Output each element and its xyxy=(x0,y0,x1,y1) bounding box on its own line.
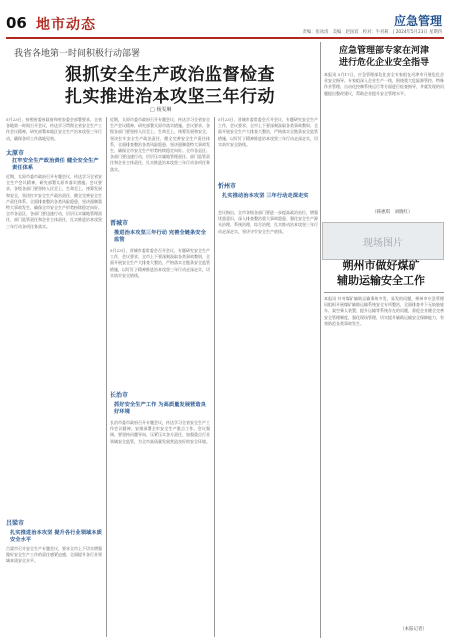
header-divider xyxy=(6,37,444,39)
lead-intro: 5月23日，按照省委省政府和省安委会部署要求，全省各地第一时间召开会议，传达学习贯彻全省安全生产工作会议精神，研究部署本地区安全生产治本攻坚三年行动，确保各项工作落地见效。 xyxy=(6,117,102,141)
lead-byline: □ 杨雯琳 xyxy=(150,107,172,113)
sidebar-second-text: 本报讯 针对煤矿辅助运输事故多发、易发的问题，朔州市应急管理局组织开展煤矿辅助运输系统安全专项整治，全面排查井下无轨胶轮车、架空乘人装置、提升运输等系统存在的问题，督促企业健全完善安全管理制度，强化现场管理，切实提升辅助运输安全保障能力，有效防范各类事故发生。 xyxy=(324,296,444,326)
section-text-jincheng: 5月23日，晋城市委常委会召开会议，专题研究安全生产工作，会议要求，全市上下要深刻汲取各类事故教训，全面开展安全生产大排查大整治，严格落实全链条安全监管措施，以钉钉子精神推进治本攻坚三年行动走深走实，切实筑牢安全防线。 xyxy=(110,248,210,278)
sidebar-second-title-line1: 朔州市做好煤矿 xyxy=(342,259,420,272)
sidebar-top-title-line2: 进行危化企业安全指导 xyxy=(338,58,429,68)
sidebar-top-title xyxy=(322,45,446,69)
sidebar-second-rule xyxy=(324,292,444,293)
section-place-xinzhou: 忻州市 xyxy=(218,183,237,190)
sidebar-photo xyxy=(322,222,444,260)
page-number: 06 xyxy=(6,14,27,32)
newspaper-brand: 应急管理 xyxy=(393,14,442,28)
sidebar-top-signature: （韩惠琪 刘晓红） xyxy=(372,210,413,215)
lead-headline-line2: 扎实推进治本攻坚三年行动 xyxy=(65,87,275,107)
section-title: 地市动态 xyxy=(36,17,96,33)
column-divider xyxy=(106,117,107,637)
sidebar-divider xyxy=(320,42,321,638)
section-text-changzhi: 长治市委市政府召开专题会议，传达学习全省安全生产工作会议精神，安排部署全市安全生产重点工作。会议强调，要坚持问题导向，压紧压实各方责任，加强重点行业领域安全监管，为全市高质量发展营造良好的安全环境。 xyxy=(110,420,210,444)
column-divider xyxy=(214,117,215,637)
section-place-jincheng: 晋城市 xyxy=(110,220,129,227)
section-subhead-lvliang: 扎实推进治本攻坚 提升各行业领域本质安全水平 xyxy=(10,530,102,543)
section-subhead-xinzhou: 扎实推动治本攻坚 三年行动走深走实 xyxy=(222,193,309,199)
lead-kicker: 我省各地第一时间积极行动部署 xyxy=(14,49,141,59)
section-text-taiyuan: 近期，太原市委市政府召开专题会议，传达学习全省安全生产会议精神，研究部署太原市落实措施。会议要求，各级各部门要坚持人民至上、生命至上，统筹发展和安全，坚决扛牢安全生产政治责任，健全完善安全生产责任体系，全面排查整治各类风险隐患，坚决遏制重特大事故发生，确保全市安全生产形势持续稳定向好。全市各县区、各部门要迅速行动，层层压实属地管理责任、部门监管责任和企业主体责任，扎实推进治本攻坚三年行动各项任务落实。 xyxy=(6,174,102,229)
sidebar-end-mark: （本报记者） xyxy=(400,627,427,632)
section-text-lvliang: 吕梁市召开安全生产专题会议，要求全市上下切实增强做好安全生产工作的责任感紧迫感，全面提升各行业领域本质安全水平。 xyxy=(6,546,102,564)
section-place-lvliang: 吕梁市 xyxy=(6,520,25,527)
section-text-col3-top: 5月23日，晋城市委常委会召开会议，专题研究安全生产工作，会议要求，全市上下要深刻汲取各类事故教训，全面开展安全生产大排查大整治，严格落实全链条安全监管措施，以钉钉子精神推进治本攻坚三年行动走深走实，切实筑牢安全防线。 xyxy=(218,117,318,147)
sidebar-second-title-line2: 辅助运输安全工作 xyxy=(337,274,425,287)
section-text-col2-top: 近期，太原市委市政府召开专题会议，传达学习全省安全生产会议精神，研究部署太原市落实措施。会议要求，各级各部门要坚持人民至上、生命至上，统筹发展和安全，坚决扛牢安全生产政治责任，健全完善安全生产责任体系，全面排查整治各类风险隐患，坚决遏制重特大事故发生，确保全市安全生产形势持续稳定向好。全市各县区、各部门要迅速行动，层层压实属地管理责任、部门监管责任和企业主体责任，扎实推进治本攻坚三年行动各项任务落实。 xyxy=(110,117,210,172)
section-text-xinzhou: 会议指出，全市各级各部门要进一步提高政治站位，增强忧患意识，深入排查整治重大事故隐患，强化安全生产源头治理、系统治理、综合治理，扎实推动治本攻坚三年行动走深走实，坚决守牢安全生产底线。 xyxy=(218,210,318,234)
sidebar-top-title-line1: 应急管理部专家在河津 xyxy=(338,46,429,56)
section-subhead-jincheng: 推进治本攻坚三年行动 完善全链条安全监管 xyxy=(114,230,206,243)
section-place-taiyuan: 太原市 xyxy=(6,150,25,157)
section-place-changzhi: 长治市 xyxy=(110,392,129,399)
section-subhead-taiyuan: 扛牢安全生产政治责任 健全安全生产责任体系 xyxy=(12,158,99,171)
sidebar-second-title xyxy=(326,258,436,288)
sidebar-top-text: 本报讯 5月17日，应急管理部危化安全专家组在河津市开展危化企业安全指导。专家组深入企业生产一线，围绕重大危险源管控、特殊作业管理、自动化控制系统运行等方面进行检查指导，并就发现的问题提出整改建议，帮助企业提升安全管理水平。 xyxy=(324,72,444,96)
photo-placeholder-icon: 现场图片 xyxy=(363,237,403,249)
lead-headline-line1: 狠抓安全生产政治监督检查 xyxy=(65,65,275,85)
edition-meta: 责编：张冰清 美编：赵国宸 校对：牛君莉 | 2024年5月23日 星期四 xyxy=(302,30,442,35)
section-subhead-changzhi: 抓好安全生产工作 为高质量发展营造良好环境 xyxy=(114,402,206,415)
